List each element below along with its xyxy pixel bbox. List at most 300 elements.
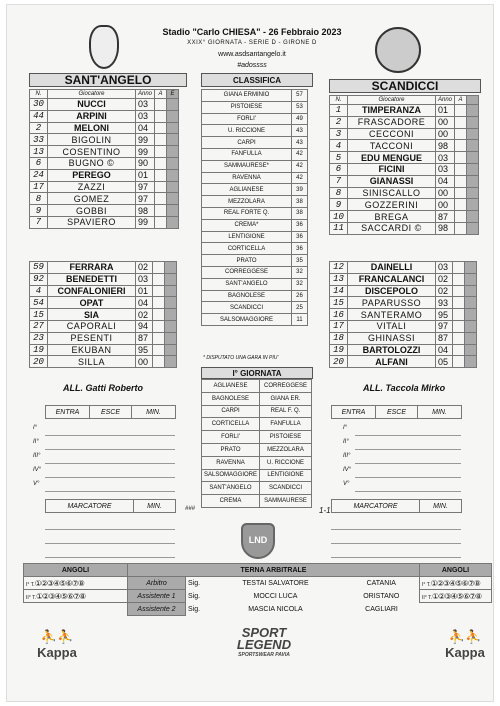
card-a-box[interactable] [455, 211, 467, 223]
player-number: 8 [330, 187, 348, 199]
referee-city: CAGLIARI [365, 605, 398, 613]
card-a-box[interactable] [453, 332, 465, 344]
player-year: 01 [136, 169, 155, 181]
card-e-box[interactable] [165, 297, 177, 309]
card-a-box[interactable] [453, 273, 465, 285]
referee-row [24, 590, 492, 603]
player-name: GHINASSI [348, 332, 436, 344]
fixture-row [202, 380, 312, 393]
card-e-box[interactable] [165, 262, 177, 274]
fixture-home: BAGNOLESE [202, 392, 260, 405]
card-a-box[interactable] [155, 146, 167, 158]
player-row [330, 320, 477, 332]
kappa-label: Kappa [37, 645, 77, 660]
player-name: FICINI [348, 163, 436, 175]
col-scorer: MARCATORE [46, 500, 134, 513]
card-a-box[interactable] [455, 105, 467, 117]
player-name: FRANCALANCI [348, 273, 436, 285]
standings-team: BAGNOLESE [202, 290, 292, 302]
home-sub-line[interactable] [45, 449, 175, 450]
standings-row [202, 278, 308, 290]
player-number: 16 [330, 309, 348, 321]
player-row [330, 332, 477, 344]
player-row [30, 193, 179, 205]
card-a-box[interactable] [453, 320, 465, 332]
card-a-box[interactable] [155, 216, 167, 228]
fixture-row [202, 392, 312, 405]
card-e-box[interactable] [465, 332, 477, 344]
fixture-row [202, 405, 312, 418]
col-in: ENTRA [46, 406, 90, 419]
player-row [330, 175, 479, 187]
corners-away-cell [420, 577, 492, 590]
standings-title: CLASSIFICA [201, 73, 313, 87]
player-year: 99 [136, 134, 155, 146]
card-a-box[interactable] [455, 116, 467, 128]
card-e-box[interactable] [465, 309, 477, 321]
player-row [30, 205, 179, 217]
player-row [30, 122, 179, 134]
referee-sig: Sig. [188, 605, 201, 613]
player-row [330, 262, 477, 274]
home-sub-line[interactable] [45, 477, 175, 478]
corner-prefix: II° T. [26, 594, 36, 601]
player-name: BREGA [348, 211, 436, 223]
kappa-logo-right [435, 629, 495, 660]
player-number: 17 [330, 320, 348, 332]
player-name: SILLA [48, 356, 136, 368]
corners-away-cell [420, 590, 492, 603]
card-e-box[interactable] [165, 273, 177, 285]
card-a-box[interactable] [153, 320, 165, 332]
away-sub-index: III° [343, 453, 351, 459]
card-a-box[interactable] [153, 332, 165, 344]
player-year: 97 [136, 181, 155, 193]
player-name: GOBBI [48, 205, 136, 217]
home-sub-line[interactable] [45, 463, 175, 464]
player-name: GOZZERINI [348, 199, 436, 211]
standings-table [201, 89, 308, 326]
card-e-box[interactable] [467, 140, 479, 152]
corner-counter[interactable]: ①②③④⑤⑥⑦⑧ [430, 578, 480, 588]
standings-row [202, 137, 308, 149]
player-number: 15 [330, 297, 348, 309]
player-year: 02 [136, 309, 153, 321]
home-sub-line[interactable] [45, 435, 175, 436]
player-name: SINISCALLO [348, 187, 436, 199]
player-number: 54 [30, 297, 48, 309]
card-e-box[interactable] [467, 105, 479, 117]
player-year: 02 [436, 273, 453, 285]
corners-away-cell [420, 603, 492, 616]
player-year: 95 [136, 344, 153, 356]
card-a-box[interactable] [455, 187, 467, 199]
player-year: 94 [136, 320, 153, 332]
player-row [330, 297, 477, 309]
player-row [330, 199, 479, 211]
referee-row [24, 577, 492, 590]
player-number: 4 [30, 285, 48, 297]
away-scorer-line[interactable] [331, 557, 461, 558]
card-e-box[interactable] [465, 356, 477, 368]
player-name: CAPORALI [48, 320, 136, 332]
player-year: 99 [136, 146, 155, 158]
home-scorer-line[interactable] [45, 543, 175, 544]
corner-prefix: II° T. [422, 594, 432, 601]
standings-team: SALSOMAGGIORE [202, 314, 292, 326]
away-scorers-table [331, 499, 462, 513]
home-sub-line[interactable] [45, 491, 175, 492]
fixture-home: AGLIANESE [202, 380, 260, 393]
player-name: CONFALONIERI [48, 285, 136, 297]
player-number: 8 [30, 193, 48, 205]
player-year: 87 [436, 211, 455, 223]
card-a-box[interactable] [455, 140, 467, 152]
player-row [330, 285, 477, 297]
away-sub-index: IV° [343, 467, 352, 473]
player-name: BUGNO © [48, 157, 136, 169]
home-scorer-line[interactable] [45, 529, 175, 530]
player-row [330, 211, 479, 223]
standings-team: SANT'ANGELO [202, 278, 292, 290]
sponsor-line-1: SPORT [241, 625, 287, 640]
card-e-box[interactable] [165, 285, 177, 297]
player-number: 19 [330, 344, 348, 356]
player-name: ARPINI [48, 110, 136, 122]
kappa-figure-icon: ⛹⛹ [448, 629, 482, 644]
corner-prefix: I° T. [422, 581, 431, 588]
standings-team: CREMA* [202, 219, 292, 231]
player-year: 04 [136, 297, 153, 309]
card-e-box[interactable] [165, 344, 177, 356]
player-year: 97 [136, 193, 155, 205]
fixture-away: SCANDICCI [260, 482, 312, 495]
card-e-box[interactable] [467, 222, 479, 234]
fixture-home: CORTICELLA [202, 418, 260, 431]
col-out: ESCE [376, 406, 418, 419]
fixture-row [202, 431, 312, 444]
card-e-box[interactable] [167, 205, 179, 217]
standings-points: 53 [292, 101, 308, 113]
referee-name: TESTAI SALVATORE [242, 579, 309, 587]
col-n: N. [330, 96, 348, 105]
standings-team: CORREGGESE [202, 266, 292, 278]
standings-team: MEZZOLARA [202, 196, 292, 208]
fixture-home: PRATO [202, 443, 260, 456]
away-sub-line[interactable] [355, 491, 461, 492]
fixture-home: CREMA [202, 495, 260, 508]
player-year: 00 [436, 128, 455, 140]
player-row [30, 134, 179, 146]
player-number: 19 [30, 344, 48, 356]
player-name: TIMPERANZA [348, 105, 436, 117]
away-sub-line[interactable] [355, 435, 461, 436]
card-e-box[interactable] [467, 163, 479, 175]
card-e-box[interactable] [467, 175, 479, 187]
card-a-box[interactable] [453, 309, 465, 321]
card-a-box[interactable] [153, 356, 165, 368]
card-e-box[interactable] [167, 157, 179, 169]
player-row [330, 105, 479, 117]
referee-name: MOCCI LUCA [253, 592, 298, 600]
card-e-box[interactable] [467, 199, 479, 211]
col-player: Giocatore [48, 90, 136, 99]
col-e [467, 96, 479, 105]
away-scorer-line[interactable] [331, 529, 461, 530]
corners-away-title: ANGOLI [420, 564, 492, 577]
player-name: ALFANI [348, 356, 436, 368]
standings-team: RAVENNA [202, 172, 292, 184]
standings-points: 25 [292, 302, 308, 314]
player-year: 99 [136, 216, 155, 228]
corners-home-cell [24, 590, 128, 603]
home-sub-index: V° [33, 481, 40, 487]
away-sub-index: V° [343, 481, 350, 487]
player-number: 6 [330, 163, 348, 175]
player-name: DAINELLI [348, 262, 436, 274]
card-a-box[interactable] [455, 163, 467, 175]
player-number: 9 [330, 199, 348, 211]
player-number: 5 [330, 152, 348, 164]
card-e-box[interactable] [465, 320, 477, 332]
card-e-box[interactable] [465, 297, 477, 309]
card-a-box[interactable] [453, 285, 465, 297]
scandicci-crest-icon [375, 27, 421, 73]
round-note-left: ### [185, 506, 196, 512]
round-line: XXIX° GIORNATA - SERIE D - GIRONE D [187, 40, 317, 46]
card-a-box[interactable] [155, 99, 167, 111]
card-a-box[interactable] [455, 175, 467, 187]
card-a-box[interactable] [455, 152, 467, 164]
standings-row [202, 314, 308, 326]
away-bench-table [329, 261, 477, 368]
card-a-box[interactable] [453, 262, 465, 274]
player-year: 90 [136, 157, 155, 169]
home-coach: ALL. Gatti Roberto [63, 383, 143, 393]
standings-team: FORLI' [202, 113, 292, 125]
away-sub-index: II° [343, 439, 349, 445]
card-a-box[interactable] [153, 297, 165, 309]
col-n: N. [30, 90, 48, 99]
card-e-box[interactable] [165, 332, 177, 344]
standings-team: U. RICCIONE [202, 125, 292, 137]
referee-role: Assistente 1 [128, 590, 186, 603]
card-e-box[interactable] [165, 356, 177, 368]
player-name: GIANASSI [348, 175, 436, 187]
card-a-box[interactable] [453, 356, 465, 368]
standings-points: 39 [292, 184, 308, 196]
card-e-box[interactable] [467, 211, 479, 223]
standings-row [202, 243, 308, 255]
player-year: 03 [436, 152, 455, 164]
card-e-box[interactable] [167, 181, 179, 193]
card-a-box[interactable] [153, 285, 165, 297]
player-number: 13 [330, 273, 348, 285]
card-a-box[interactable] [155, 110, 167, 122]
player-number: 59 [30, 262, 48, 274]
player-row [30, 332, 177, 344]
card-a-box[interactable] [155, 169, 167, 181]
player-name: ZAZZI [48, 181, 136, 193]
away-team-title: SCANDICCI [329, 79, 481, 93]
card-e-box[interactable] [167, 110, 179, 122]
away-coach: ALL. Taccola Mirko [363, 383, 446, 393]
player-row [330, 140, 479, 152]
away-sub-line[interactable] [355, 449, 461, 450]
card-e-box[interactable] [167, 146, 179, 158]
card-a-box[interactable] [155, 205, 167, 217]
card-a-box[interactable] [453, 344, 465, 356]
player-row [30, 99, 179, 111]
card-a-box[interactable] [155, 134, 167, 146]
player-number: 12 [330, 262, 348, 274]
home-starters-table [29, 89, 179, 229]
player-number: 15 [30, 309, 48, 321]
player-year: 00 [436, 116, 455, 128]
standings-team: PISTOIESE [202, 101, 292, 113]
player-row [330, 222, 479, 234]
player-name: PESENTI [48, 332, 136, 344]
card-a-box[interactable] [153, 273, 165, 285]
standings-row [202, 90, 308, 102]
card-a-box[interactable] [155, 122, 167, 134]
home-sub-index: I° [33, 425, 38, 431]
col-min: MIN. [420, 500, 462, 513]
card-e-box[interactable] [167, 169, 179, 181]
player-year: 01 [436, 105, 455, 117]
fixture-home: FORLI' [202, 431, 260, 444]
standings-row [202, 255, 308, 267]
referee-header-row [24, 564, 492, 577]
player-year: 00 [436, 199, 455, 211]
card-a-box[interactable] [453, 297, 465, 309]
home-sub-index: III° [33, 453, 41, 459]
col-a: A [455, 96, 467, 105]
card-e-box[interactable] [167, 99, 179, 111]
player-number: 18 [330, 332, 348, 344]
player-number: 1 [330, 105, 348, 117]
card-a-box[interactable] [153, 309, 165, 321]
card-e-box[interactable] [167, 134, 179, 146]
player-name: BIGOLIN [48, 134, 136, 146]
corner-counter[interactable]: ①②③④⑤⑥⑦⑧ [431, 591, 482, 601]
player-name: CECCONI [348, 128, 436, 140]
standings-points: 26 [292, 290, 308, 302]
corner-counter[interactable]: ①②③④⑤⑥⑦⑧ [35, 591, 86, 601]
home-sub-index: II° [33, 439, 39, 445]
referee-title: TERNA ARBITRALE [128, 564, 420, 577]
card-e-box[interactable] [467, 187, 479, 199]
scorers-header-row [332, 500, 462, 513]
away-scorer-line[interactable] [331, 543, 461, 544]
player-year: 97 [436, 320, 453, 332]
player-row [30, 285, 177, 297]
card-a-box[interactable] [155, 193, 167, 205]
standings-row [202, 160, 308, 172]
standings-points: 38 [292, 207, 308, 219]
player-number: 20 [330, 356, 348, 368]
col-scorer: MARCATORE [332, 500, 420, 513]
card-e-box[interactable] [165, 320, 177, 332]
player-name: TACCONI [348, 140, 436, 152]
player-year: 00 [136, 356, 153, 368]
away-sub-line[interactable] [355, 477, 461, 478]
player-number: 13 [30, 146, 48, 158]
standings-points: 36 [292, 231, 308, 243]
home-scorer-line[interactable] [45, 557, 175, 558]
card-e-box[interactable] [467, 116, 479, 128]
card-e-box[interactable] [167, 216, 179, 228]
header [147, 27, 357, 71]
player-year: 02 [136, 262, 153, 274]
card-e-box[interactable] [467, 152, 479, 164]
standings-points: 11 [292, 314, 308, 326]
website-link[interactable]: www.asdsantangelo.it [218, 51, 286, 58]
corner-counter[interactable]: ①②③④⑤⑥⑦⑧ [34, 578, 84, 588]
card-a-box[interactable] [153, 262, 165, 274]
card-a-box[interactable] [155, 157, 167, 169]
away-sub-line[interactable] [355, 463, 461, 464]
card-a-box[interactable] [455, 128, 467, 140]
away-starters-table [329, 95, 479, 235]
card-e-box[interactable] [465, 285, 477, 297]
kappa-label: Kappa [445, 645, 485, 660]
player-name: MELONI [48, 122, 136, 134]
col-min: MIN. [418, 406, 462, 419]
player-row [30, 273, 177, 285]
player-row [330, 116, 479, 128]
col-year: Anno [436, 96, 455, 105]
player-year: 03 [136, 110, 155, 122]
fixture-row [202, 418, 312, 431]
card-e-box[interactable] [465, 262, 477, 274]
card-e-box[interactable] [167, 193, 179, 205]
player-row [30, 169, 179, 181]
standings-row [202, 148, 308, 160]
player-number: 33 [30, 134, 48, 146]
col-min: MIN. [134, 500, 176, 513]
card-a-box[interactable] [455, 222, 467, 234]
player-name: FERRARA [48, 262, 136, 274]
player-name: FRASCADORE [348, 116, 436, 128]
player-row [30, 320, 177, 332]
player-row [330, 273, 477, 285]
player-year: 98 [136, 205, 155, 217]
away-header-row [330, 96, 479, 105]
corner-prefix: I° T. [26, 581, 35, 588]
card-e-box[interactable] [165, 309, 177, 321]
card-a-box[interactable] [155, 181, 167, 193]
card-e-box[interactable] [467, 128, 479, 140]
player-year: 05 [436, 356, 453, 368]
standings-points: 36 [292, 219, 308, 231]
standings-points: 57 [292, 90, 308, 102]
standings-row [202, 196, 308, 208]
card-e-box[interactable] [465, 344, 477, 356]
player-year: 04 [436, 175, 455, 187]
standings-row [202, 266, 308, 278]
card-e-box[interactable] [465, 273, 477, 285]
standings-team: REAL FORTE Q. [202, 207, 292, 219]
player-row [30, 309, 177, 321]
card-a-box[interactable] [153, 344, 165, 356]
referee-role: Assistente 2 [128, 603, 186, 616]
home-team-title: SANT'ANGELO [29, 73, 187, 87]
player-name: VITALI [348, 320, 436, 332]
standings-points: 42 [292, 148, 308, 160]
card-e-box[interactable] [167, 122, 179, 134]
card-a-box[interactable] [455, 199, 467, 211]
